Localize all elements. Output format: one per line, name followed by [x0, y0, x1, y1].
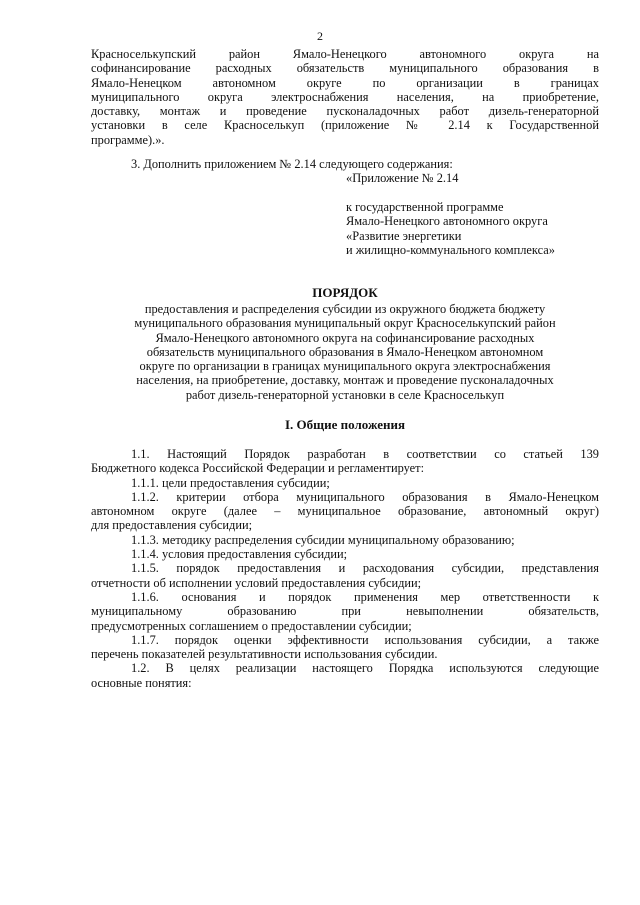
paragraph-line: 1.1.6. основания и порядок применения мер ответственности к — [131, 589, 599, 604]
subtitle-line: муниципального образования муниципальный округ Красноселькупский район — [134, 316, 556, 331]
subtitle-line: работ дизель-генераторной установки в селе Красноселькуп — [185, 387, 505, 402]
document-subtitle — [91, 302, 599, 402]
subtitle-line: Ямало-Ненецкого автономного округа на софинансирование расходных — [155, 330, 535, 345]
paragraph-1-1-1 — [91, 476, 599, 490]
intro-line: Красноселькупский район Ямало-Ненецкого автономного округа на — [91, 47, 599, 61]
intro-line: программе).». — [91, 132, 165, 147]
appendix-heading: «Приложение № 2.14 — [346, 171, 459, 185]
subtitle-line: обязательств муниципального образования в Ямало-Ненецком автономном — [146, 344, 544, 359]
intro-line: муниципального округа электроснабжения населения, на приобретение, — [91, 89, 599, 104]
paragraph-line: основные понятия: — [91, 675, 192, 690]
paragraph-line: для предоставления субсидии; — [91, 518, 253, 533]
document-title: ПОРЯДОК — [312, 285, 378, 300]
section-body — [91, 447, 599, 690]
paragraph-1-1-6 — [91, 590, 599, 633]
paragraph-line: отчетности об исполнении условий предоставления субсидии; — [91, 575, 422, 590]
appendix-line: и жилищно-коммунального комплекса» — [346, 242, 555, 257]
paragraph-line: муниципальному образованию при невыполнении обязательств, — [91, 604, 599, 619]
item-3: 3. Дополнить приложением № 2.14 следующего содержания: — [131, 157, 453, 171]
paragraph-line: 1.2. В целях реализации настоящего Порядка используются следующие — [131, 661, 599, 676]
appendix-line: к государственной программе — [346, 200, 504, 214]
subtitle-line: предоставления и распределения субсидии из окружного бюджета бюджету — [144, 302, 546, 316]
appendix-reference — [346, 200, 606, 257]
intro-line: доставку, монтаж и проведение пусконаладочных работ дизель-генераторной — [91, 104, 599, 119]
paragraph-line: Бюджетного кодекса Российской Федерации и регламентирует: — [91, 461, 425, 476]
paragraph-line: 1.1.4. условия предоставления субсидии; — [131, 547, 348, 562]
paragraph-line: 1.1.1. цели предоставления субсидии; — [131, 475, 330, 490]
paragraph-1-1-7 — [91, 633, 599, 662]
intro-paragraph — [91, 47, 599, 147]
paragraph-line: 1.1.5. порядок предоставления и расходования субсидии, представления — [131, 561, 599, 576]
subtitle-line: населения, на приобретение, доставку, монтаж и проведение пусконаладочных — [136, 373, 554, 388]
intro-line: софинансирование расходных обязательств муниципального образования в — [91, 61, 599, 76]
paragraph-1-1 — [91, 447, 599, 476]
intro-line: Ямало-Ненецком автономном округе по организации в границах — [91, 75, 599, 90]
paragraph-1-1-2 — [91, 490, 599, 533]
paragraph-1-1-4 — [91, 547, 599, 561]
paragraph-line: 1.1.7. порядок оценки эффективности использования субсидии, а также — [131, 632, 599, 647]
subtitle-line: округе по организации в границах муниципального округа электроснабжения — [139, 359, 551, 374]
intro-line: установки в селе Красноселькуп (приложение № 2.14 к Государственной — [91, 118, 599, 133]
paragraph-line: 1.1. Настоящий Порядок разработан в соответствии со статьей 139 — [131, 447, 599, 461]
appendix-line: «Развитие энергетики — [346, 228, 462, 243]
paragraph-1-1-5 — [91, 561, 599, 590]
appendix-line: Ямало-Ненецкого автономного округа — [346, 214, 548, 229]
paragraph-line: 1.1.3. методику распределения субсидии муниципальному образованию; — [131, 532, 515, 547]
paragraph-1-2 — [91, 661, 599, 690]
paragraph-1-1-3 — [91, 533, 599, 547]
page-number: 2 — [317, 29, 323, 43]
section-heading: I. Общие положения — [285, 417, 405, 432]
paragraph-line: перечень показателей результативности использования субсидии. — [91, 647, 438, 662]
paragraph-line: предусмотренных соглашением о предоставлении субсидии; — [91, 618, 412, 633]
paragraph-line: автономном округе (далее – муниципальное образование, автономный округ) — [91, 504, 599, 519]
paragraph-line: 1.1.2. критерии отбора муниципального образования в Ямало-Ненецком — [131, 489, 599, 504]
